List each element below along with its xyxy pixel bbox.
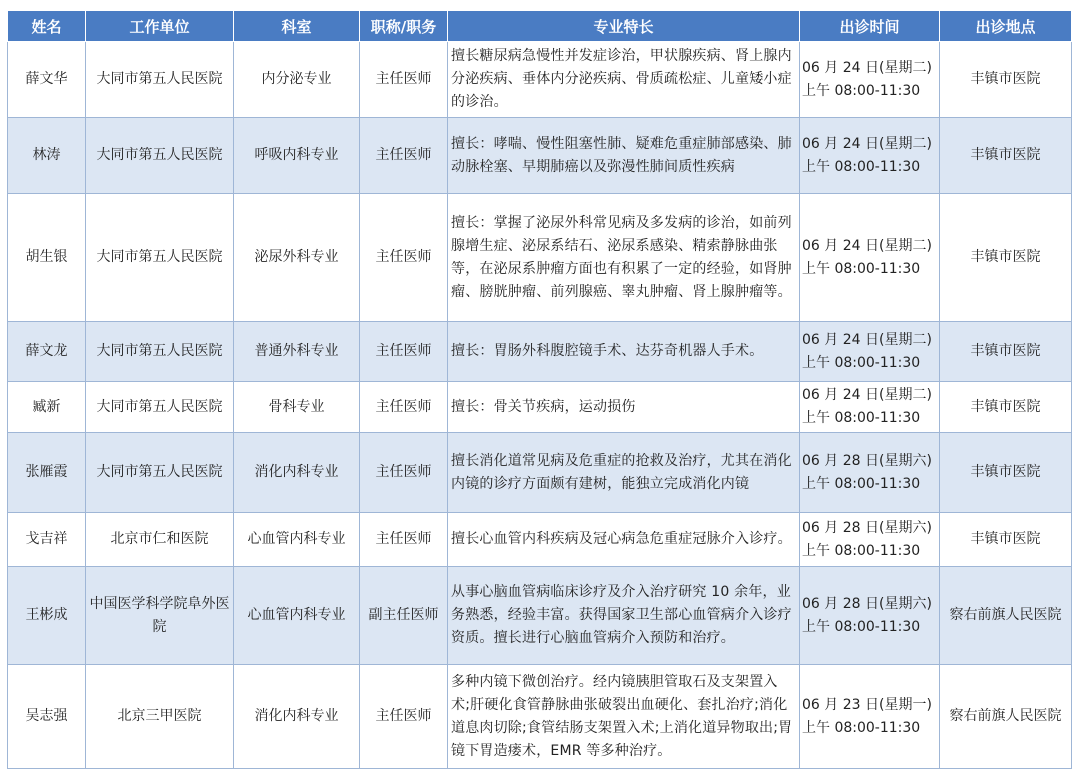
table-header-row: [8, 11, 1072, 42]
professional-title: 主任医师: [360, 433, 448, 513]
clinic-time: [800, 567, 940, 665]
department: 呼吸内科专业: [234, 118, 360, 194]
professional-title: 主任医师: [360, 665, 448, 769]
clinic-place: 丰镇市医院: [940, 118, 1072, 194]
doctor-name: 林涛: [8, 118, 86, 194]
work-unit: 大同市第五人民医院: [86, 118, 234, 194]
header-specialty: 专业特长: [448, 11, 800, 42]
table-row: [8, 382, 1072, 433]
clinic-date: 06 月 28 日(星期六): [802, 452, 932, 469]
clinic-date: 06 月 24 日(星期二): [802, 331, 932, 348]
header-name: 姓名: [8, 11, 86, 42]
clinic-date: 06 月 24 日(星期二): [802, 135, 932, 152]
table-row: [8, 42, 1072, 118]
specialty: 擅长：掌握了泌尿外科常见病及多发病的诊治，如前列腺增生症、泌尿系结石、泌尿系感染、精索静脉曲张等，在泌尿系肿瘤方面也有积累了一定的经验，如肾肿瘤、膀胱肿瘤、前列腺癌、睾丸肿瘤、肾上腺肿瘤等。: [448, 194, 800, 322]
clinic-place: 丰镇市医院: [940, 42, 1072, 118]
doctor-name: 胡生银: [8, 194, 86, 322]
specialty: 多种内镜下微创治疗。经内镜胰胆管取石及支架置入术;肝硬化食管静脉曲张破裂出血硬化、套扎治疗;消化道息肉切除;食管结肠支架置入术;上消化道异物取出;胃镜下胃造瘘术，EMR 等多种治疗。: [448, 665, 800, 769]
doctor-name: 张雁霞: [8, 433, 86, 513]
doctor-schedule-table: [7, 10, 1072, 769]
clinic-hours: 上午 08:00-11:30: [802, 260, 921, 277]
clinic-time: [800, 665, 940, 769]
work-unit: 大同市第五人民医院: [86, 322, 234, 382]
clinic-time: [800, 194, 940, 322]
table-row: [8, 194, 1072, 322]
clinic-hours: 上午 08:00-11:30: [802, 354, 921, 371]
professional-title: 副主任医师: [360, 567, 448, 665]
doctor-name: 臧新: [8, 382, 86, 433]
department: 心血管内科专业: [234, 513, 360, 567]
professional-title: 主任医师: [360, 322, 448, 382]
doctor-name: 戈吉祥: [8, 513, 86, 567]
department: 消化内科专业: [234, 665, 360, 769]
header-clinic-place: 出诊地点: [940, 11, 1072, 42]
clinic-time: [800, 322, 940, 382]
clinic-place: 丰镇市医院: [940, 322, 1072, 382]
clinic-hours: 上午 08:00-11:30: [802, 719, 921, 736]
clinic-hours: 上午 08:00-11:30: [802, 82, 921, 99]
department: 泌尿外科专业: [234, 194, 360, 322]
department: 内分泌专业: [234, 42, 360, 118]
department: 普通外科专业: [234, 322, 360, 382]
specialty: 擅长：骨关节疾病，运动损伤: [448, 382, 800, 433]
header-department: 科室: [234, 11, 360, 42]
professional-title: 主任医师: [360, 118, 448, 194]
specialty: 擅长糖尿病急慢性并发症诊治，甲状腺疾病、肾上腺内分泌疾病、垂体内分泌疾病、骨质疏松症、儿童矮小症的诊治。: [448, 42, 800, 118]
header-title: 职称/职务: [360, 11, 448, 42]
work-unit: 中国医学科学院阜外医院: [86, 567, 234, 665]
work-unit: 大同市第五人民医院: [86, 42, 234, 118]
clinic-place: 丰镇市医院: [940, 513, 1072, 567]
header-unit: 工作单位: [86, 11, 234, 42]
clinic-date: 06 月 23 日(星期一): [802, 696, 932, 713]
work-unit: 大同市第五人民医院: [86, 382, 234, 433]
clinic-hours: 上午 08:00-11:30: [802, 158, 921, 175]
clinic-date: 06 月 28 日(星期六): [802, 595, 932, 612]
clinic-hours: 上午 08:00-11:30: [802, 410, 921, 426]
clinic-date: 06 月 28 日(星期六): [802, 519, 932, 536]
work-unit: 大同市第五人民医院: [86, 433, 234, 513]
clinic-date: 06 月 24 日(星期二): [802, 387, 932, 403]
clinic-place: 丰镇市医院: [940, 433, 1072, 513]
table-row: [8, 433, 1072, 513]
specialty: 擅长：哮喘、慢性阻塞性肺、疑难危重症肺部感染、肺动脉栓塞、早期肺癌以及弥漫性肺间质性疾病: [448, 118, 800, 194]
specialty: 擅长消化道常见病及危重症的抢救及治疗，尤其在消化内镜的诊疗方面颇有建树，能独立完成消化内镜: [448, 433, 800, 513]
work-unit: 北京三甲医院: [86, 665, 234, 769]
professional-title: 主任医师: [360, 382, 448, 433]
work-unit: 北京市仁和医院: [86, 513, 234, 567]
table-row: [8, 665, 1072, 769]
table-row: [8, 322, 1072, 382]
specialty: 擅长心血管内科疾病及冠心病急危重症冠脉介入诊疗。: [448, 513, 800, 567]
clinic-place: 丰镇市医院: [940, 194, 1072, 322]
clinic-place: 察右前旗人民医院: [940, 665, 1072, 769]
professional-title: 主任医师: [360, 513, 448, 567]
doctor-name: 薛文华: [8, 42, 86, 118]
clinic-time: [800, 42, 940, 118]
clinic-time: [800, 118, 940, 194]
department: 心血管内科专业: [234, 567, 360, 665]
clinic-date: 06 月 24 日(星期二): [802, 59, 932, 76]
clinic-date: 06 月 24 日(星期二): [802, 237, 932, 254]
clinic-hours: 上午 08:00-11:30: [802, 542, 921, 559]
clinic-place: 察右前旗人民医院: [940, 567, 1072, 665]
department: 骨科专业: [234, 382, 360, 433]
header-clinic-time: 出诊时间: [800, 11, 940, 42]
professional-title: 主任医师: [360, 194, 448, 322]
specialty: 擅长：胃肠外科腹腔镜手术、达芬奇机器人手术。: [448, 322, 800, 382]
clinic-time: [800, 513, 940, 567]
clinic-time: [800, 382, 940, 433]
table-row: [8, 118, 1072, 194]
doctor-name: 吴志强: [8, 665, 86, 769]
clinic-hours: 上午 08:00-11:30: [802, 475, 921, 492]
clinic-time: [800, 433, 940, 513]
professional-title: 主任医师: [360, 42, 448, 118]
work-unit: 大同市第五人民医院: [86, 194, 234, 322]
clinic-hours: 上午 08:00-11:30: [802, 618, 921, 635]
table-row: [8, 567, 1072, 665]
specialty: 从事心脑血管病临床诊疗及介入治疗研究 10 余年，业务熟悉，经验丰富。获得国家卫生部心血管病介入诊疗资质。擅长进行心脑血管病介入预防和治疗。: [448, 567, 800, 665]
table-row: [8, 513, 1072, 567]
department: 消化内科专业: [234, 433, 360, 513]
doctor-name: 薛文龙: [8, 322, 86, 382]
clinic-place: 丰镇市医院: [940, 382, 1072, 433]
doctor-name: 王彬成: [8, 567, 86, 665]
